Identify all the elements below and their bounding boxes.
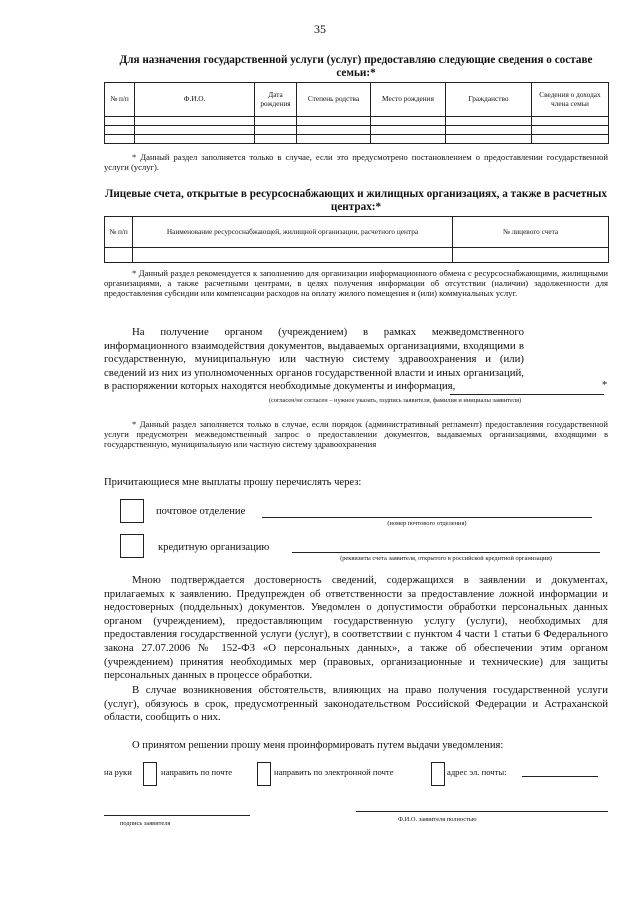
interagency-footnote: * Данный раздел заполняется только в случае, если порядок (административный регламент) предоставления государственной услуги предусмотрен межведомственный запрос о предоставлении документов, выдаваемых организациями, входящими в государственную, муниципальную или частную систему здравоохранения [104,419,608,450]
family-cell[interactable] [446,135,532,144]
option-mail-checkbox[interactable] [257,762,271,786]
full-name-line[interactable] [356,811,608,812]
credit-org-checkbox[interactable] [120,534,144,558]
post-office-checkbox[interactable] [120,499,144,523]
credit-org-hint: (реквизиты счета заявителя, открытого в российской кредитной организации) [340,555,552,562]
accounts-col-account: № лицевого счета [453,217,609,248]
family-cell[interactable] [255,135,297,144]
family-cell[interactable] [105,135,135,144]
credit-org-input[interactable] [292,552,600,553]
family-cell[interactable] [297,117,371,126]
notification-intro: О принятом решении прошу меня проинформировать путем выдачи уведомления: [132,740,504,751]
table-row [105,117,609,126]
accounts-section-title: Лицевые счета, открытые в ресурсоснабжающих и жилищных организациях, а также в расчетных центрах:* [105,188,607,213]
interagency-paragraph: На получение органом (учреждением) в рамках межведомственного информационного взаимодействия документов, выдаваемых организациями, входящими в государственную, муниципальную или частную систему здравоохранения и (или) сведений из них из уполномоченных органов государственной власти и иных организаций, в распоряжении которых находятся необходимые документы и информация, [104,326,524,393]
table-row [105,126,609,135]
family-cell[interactable] [532,117,609,126]
family-cell[interactable] [135,135,255,144]
family-cell[interactable] [297,135,371,144]
family-col-citizenship: Гражданство [446,83,532,117]
email-address-label: адрес эл. почты: [447,767,507,777]
option-email-checkbox[interactable] [431,762,445,786]
family-cell[interactable] [135,126,255,135]
accounts-cell[interactable] [133,248,453,263]
accounts-col-num: № п/п [105,217,133,248]
credit-org-label: кредитную организацию [158,542,270,553]
accounts-cell[interactable] [453,248,609,263]
table-row [105,135,609,144]
full-name-caption: Ф.И.О. заявителя полностью [398,816,477,823]
email-address-input[interactable] [522,776,598,777]
family-footnote: * Данный раздел заполняется только в случае, если это предусмотрено постановлением о предоставлении государственной услуги (услуг). [104,152,608,173]
family-col-birthdate: Дата рождения [255,83,297,117]
consent-hint: (согласен/не согласен – нужное указать, подпись заявителя, фамилия и инициалы заявителя) [268,397,522,404]
consent-mark: * [602,380,608,391]
option-email-label: направить по электронной почте [274,767,394,777]
family-cell[interactable] [532,126,609,135]
family-cell[interactable] [105,117,135,126]
family-cell[interactable] [135,117,255,126]
family-cell[interactable] [446,117,532,126]
option-in-hand-label: на руки [104,767,132,777]
option-in-hand-checkbox[interactable] [143,762,157,786]
page-number: 35 [314,22,326,36]
family-cell[interactable] [255,117,297,126]
declaration-paragraph: Мною подтверждается достоверность сведений, содержащихся в заявлении и документах, прилагаемых к заявлению. Предупрежден об ответственности за предоставление ложной информации и недостоверных (поддельных) документов. Уведомлен о допустимости обработки персональных данных органом (учреждением), предоставляющим государственную услугу (услуги), необходимых для предоставления государственной услуги (услуг), в соответствии с пунктом 4 части 1 статьи 6 Федерального закона 27.07.2006 № 152-ФЗ «О персональных данных», а также об обеспечении этим органом (учреждением) принятия необходимых мер (правовых, организационные и технические) для защиты персональных данных в процессе обработки. [104,574,608,682]
obligation-paragraph: В случае возникновения обстоятельств, влияющих на право получения государственной услуги (услуг), обязуюсь в срок, предусмотренный законодательством Российской Федерации и Астраханской области, сообщить о них. [104,684,608,724]
signature-caption: подпись заявителя [120,820,171,827]
family-col-relation: Степень родства [297,83,371,117]
signature-line[interactable] [104,815,250,816]
accounts-cell[interactable] [105,248,133,263]
family-section-title: Для назначения государственной услуги (услуг) предоставляю следующие сведения о составе семьи:* [119,54,593,79]
family-col-income: Сведения о доходах члена семьи [532,83,609,117]
family-cell[interactable] [532,135,609,144]
family-cell[interactable] [105,126,135,135]
family-table [104,82,609,144]
family-cell[interactable] [371,126,446,135]
accounts-footnote: * Данный раздел рекомендуется к заполнению для организации информационного обмена с ресурсоснабжающими, жилищными организациями, а также расчетными центрами, в целях получения информации об отсутствии (наличии) задолженности для предоставления субсидии или компенсации расходов на оплату жилого помещения и (или) коммунальных услуг. [104,268,608,299]
family-col-num: № п/п [105,83,135,117]
table-row [105,248,609,263]
family-col-name: Ф.И.О. [135,83,255,117]
family-cell[interactable] [297,126,371,135]
post-office-input[interactable] [262,517,592,518]
post-office-hint: (номер почтового отделения) [387,520,467,527]
option-mail-label: направить по почте [161,767,233,777]
accounts-table [104,216,609,263]
family-cell[interactable] [255,126,297,135]
family-cell[interactable] [446,126,532,135]
post-office-label: почтовое отделение [156,506,246,517]
family-cell[interactable] [371,135,446,144]
family-cell[interactable] [371,117,446,126]
family-col-birthplace: Место рождения [371,83,446,117]
accounts-col-org: Наименование ресурсоснабжающей, жилищной организации, расчетного центра [133,217,453,248]
payments-intro: Причитающиеся мне выплаты прошу перечислять через: [104,477,362,488]
consent-line[interactable] [450,394,604,395]
